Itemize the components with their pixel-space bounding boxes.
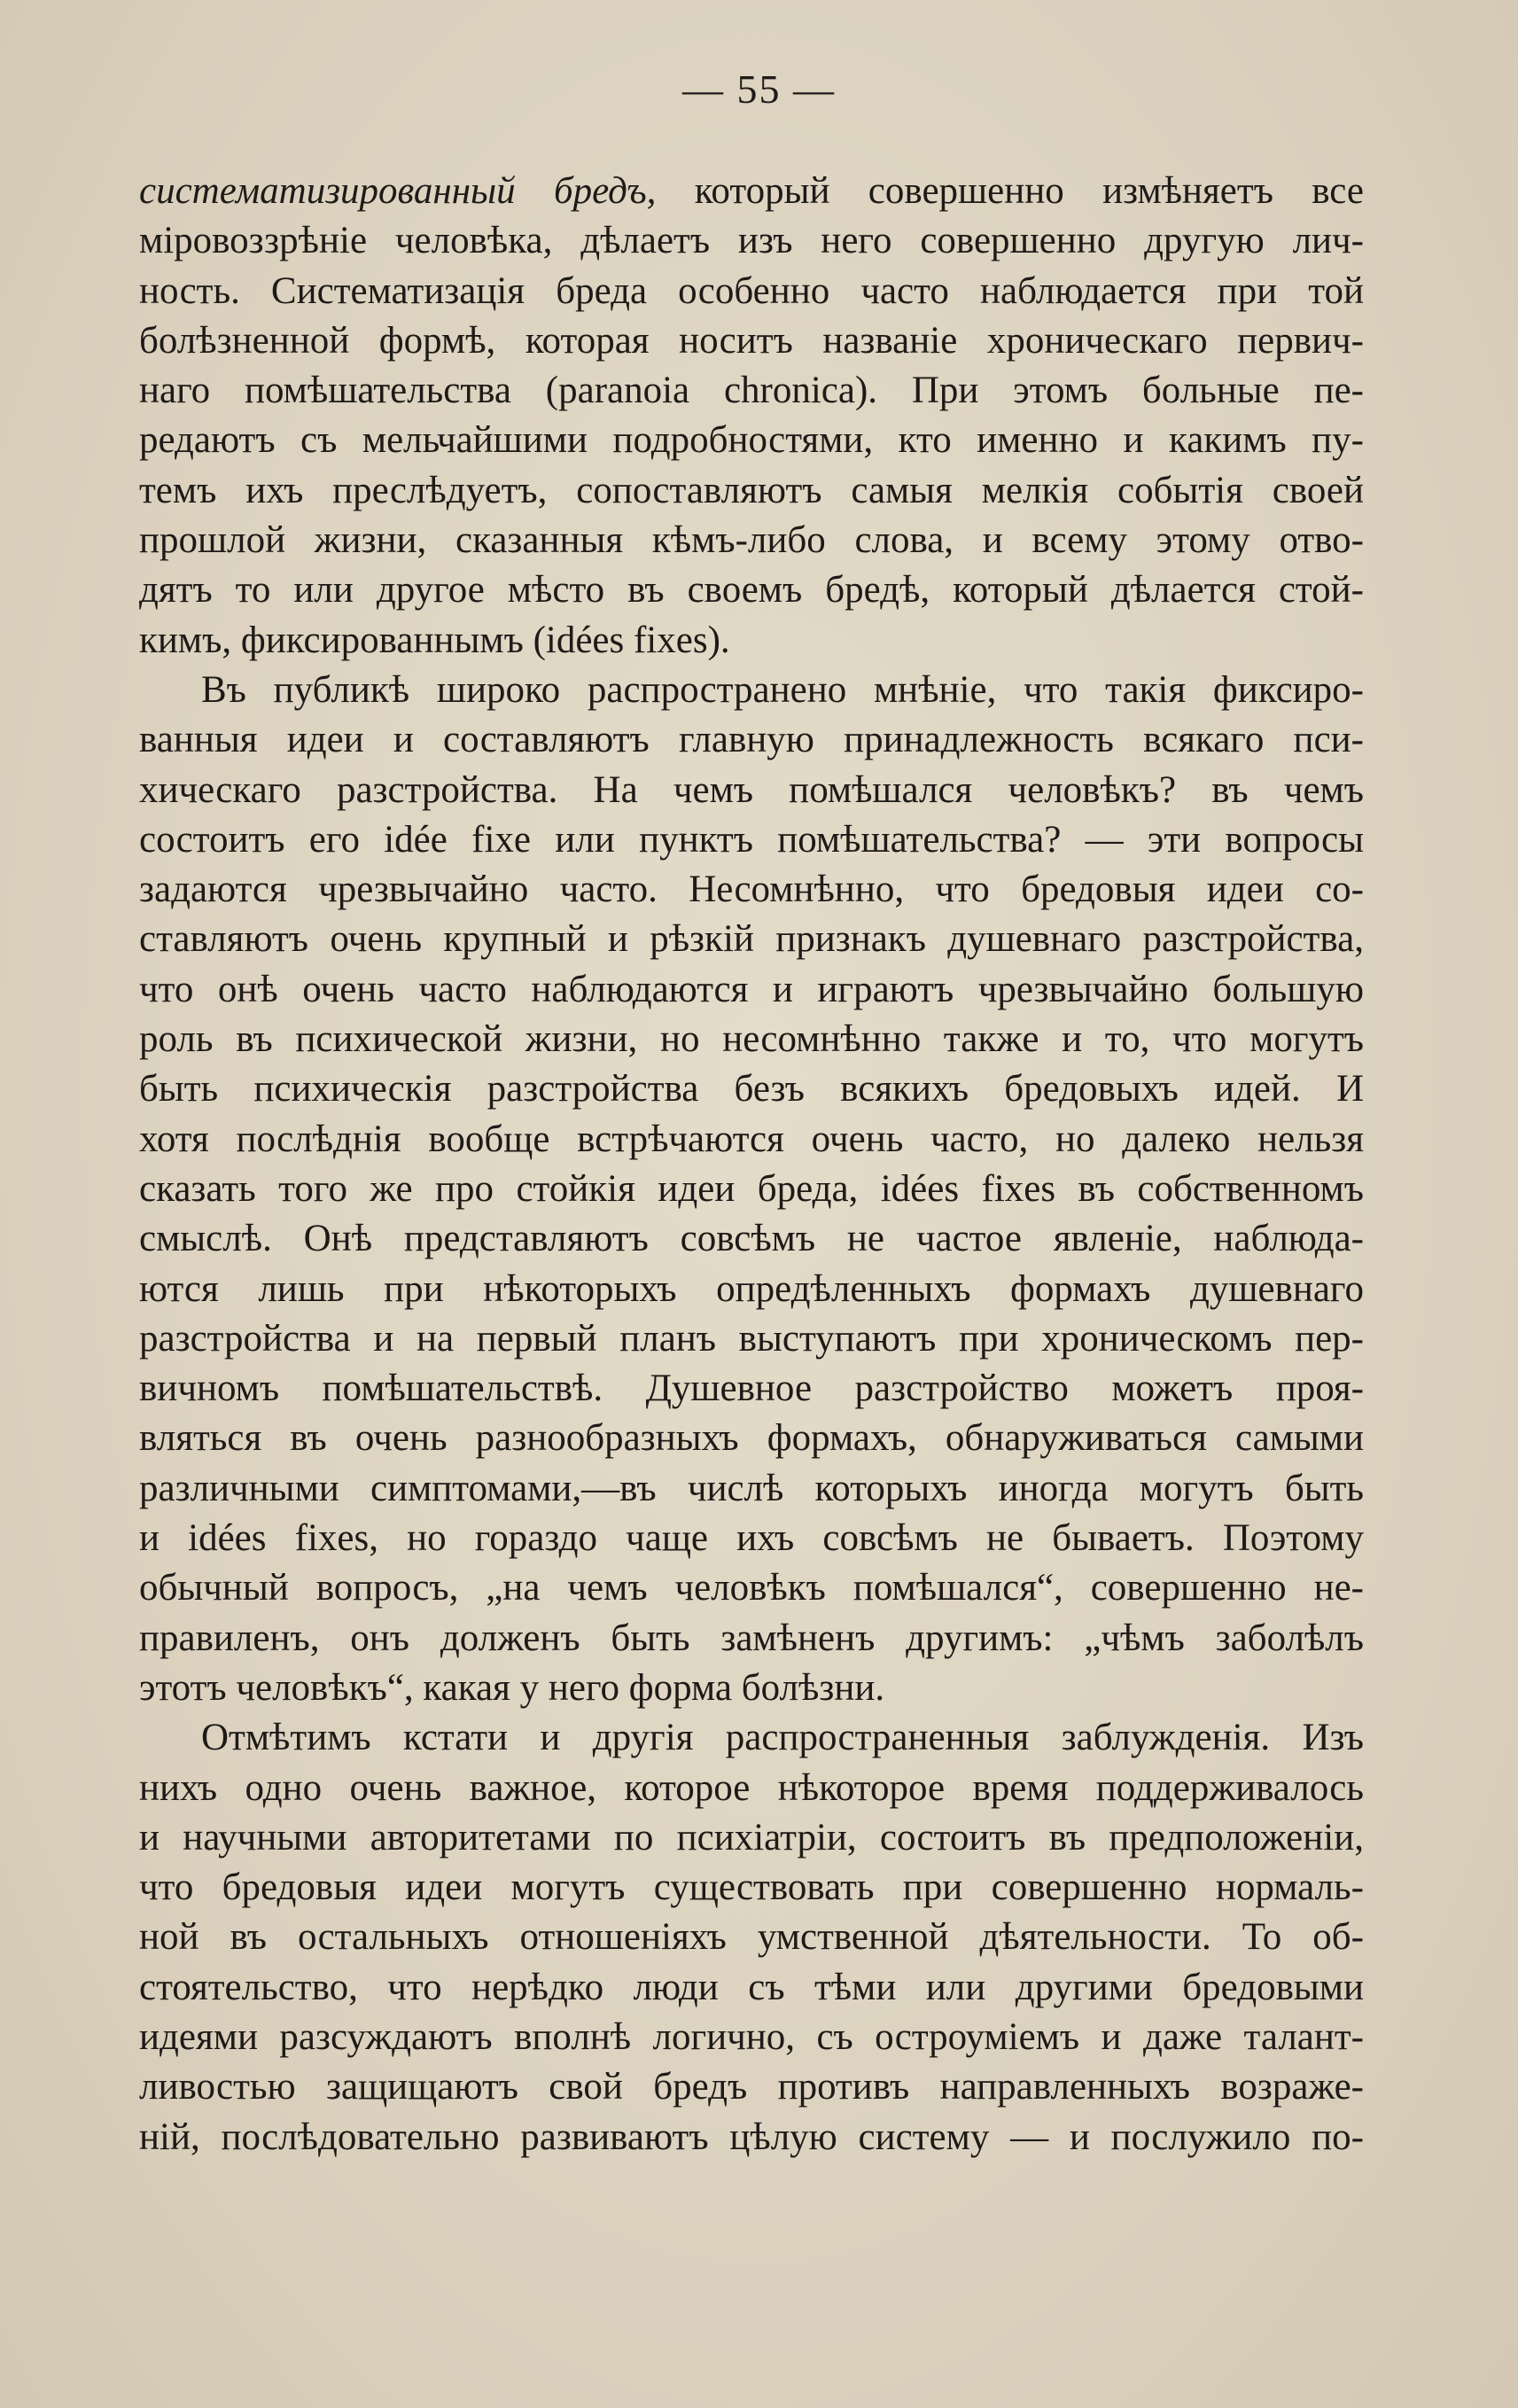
text-line xyxy=(139,815,1364,865)
text-line xyxy=(139,1414,1364,1463)
text-line xyxy=(139,1015,1364,1064)
line-text: редаютъ съ мельчайшими подробностями, кто именно и какимъ пу- xyxy=(139,419,1364,462)
text-line xyxy=(139,216,1364,266)
line-text: этотъ человѣкъ“, какая у него форма болѣзни. xyxy=(139,1666,885,1709)
line-text: ной въ остальныхъ отношеніяхъ умственной дѣятельности. То об- xyxy=(139,1916,1364,1959)
text-line xyxy=(139,1713,1364,1763)
line-text: ются лишь при нѣкоторыхъ опредѣленныхъ формахъ душевнаго xyxy=(139,1267,1364,1310)
text-line xyxy=(139,1364,1364,1414)
text-line xyxy=(139,1314,1364,1364)
text-line xyxy=(139,915,1364,964)
line-text: что бредовыя идеи могутъ существовать при совершенно нормаль- xyxy=(139,1866,1364,1909)
text-line xyxy=(139,1214,1364,1264)
text-line xyxy=(139,1165,1364,1214)
text-line xyxy=(139,466,1364,516)
line-text: и idées fixes, но гораздо чаще ихъ совсѣмъ не бываетъ. Поэтому xyxy=(139,1517,1364,1560)
line-text: различными симптомами,—въ числѣ которыхъ иногда могутъ быть xyxy=(139,1467,1364,1509)
text-line xyxy=(139,167,1364,216)
line-text: прошлой жизни, сказанныя кѣмъ-либо слова, и всему этому отво- xyxy=(139,519,1364,562)
text-line xyxy=(139,267,1364,316)
line-text: Отмѣтимъ кстати и другія распространенныя заблужденія. Изъ xyxy=(201,1717,1364,1759)
line-text: ній, послѣдовательно развиваютъ цѣлую систему — и послужило по- xyxy=(139,2116,1364,2158)
line-text: идеями разсуждаютъ вполнѣ логично, съ остроуміемъ и даже талант- xyxy=(139,2015,1364,2058)
line-text: стоятельство, что нерѣдко люди съ тѣми или другими бредовыми xyxy=(139,1966,1364,2008)
text-line xyxy=(139,1963,1364,2013)
text-line xyxy=(139,366,1364,416)
line-text: и научными авторитетами по психіатріи, состоитъ въ предположеніи, xyxy=(139,1816,1364,1859)
line-text: роль въ психической жизни, но несомнѣнно также и то, что могутъ xyxy=(139,1018,1364,1061)
text-line xyxy=(139,2113,1364,2163)
line-text: сказать того же про стойкія идеи бреда, idées fixes въ собственномъ xyxy=(139,1167,1364,1210)
text-line xyxy=(139,766,1364,815)
text-line xyxy=(139,1514,1364,1563)
page-number: — 55 — xyxy=(682,66,836,112)
text-line xyxy=(139,316,1364,366)
line-text: разстройства и на первый планъ выступаютъ при хроническомъ пер- xyxy=(139,1317,1364,1360)
line-text: задаются чрезвычайно часто. Несомнѣнно, что бредовыя идеи со- xyxy=(139,869,1364,911)
paragraph xyxy=(139,167,1364,666)
line-text: ность. Систематизація бреда особенно часто наблюдается при той xyxy=(139,269,1364,312)
text-line xyxy=(139,1265,1364,1314)
paragraph xyxy=(139,666,1364,1713)
line-text: наго помѣшательства (paranoia chronica). При этомъ больные пе- xyxy=(139,370,1364,412)
line-text: вичномъ помѣшательствѣ. Душевное разстройство можетъ проя- xyxy=(139,1368,1364,1410)
line-text: быть психическія разстройства безъ всякихъ бредовыхъ идей. И xyxy=(139,1068,1364,1110)
line-text: дятъ то или другое мѣсто въ своемъ бредѣ, который дѣлается стой- xyxy=(139,569,1364,612)
text-line xyxy=(139,715,1364,765)
line-text: міровоззрѣніе человѣка, дѣлаетъ изъ него совершенно другую лич- xyxy=(139,220,1364,262)
line-text: который совершенно измѣняетъ все xyxy=(656,170,1364,212)
text-line xyxy=(139,1614,1364,1664)
paragraph xyxy=(139,1713,1364,2163)
text-line xyxy=(139,1764,1364,1813)
text-line xyxy=(139,2013,1364,2062)
text-line xyxy=(139,865,1364,915)
body-text xyxy=(139,167,1364,2163)
line-text: вляться въ очень разнообразныхъ формахъ, обнаруживаться самыми xyxy=(139,1417,1364,1460)
line-text: болѣзненной формѣ, которая носитъ названіе хроническаго первич- xyxy=(139,319,1364,362)
line-text: темъ ихъ преслѣдуетъ, сопоставляютъ самыя мелкія событія своей xyxy=(139,469,1364,511)
text-line xyxy=(139,1115,1364,1165)
text-line xyxy=(139,1813,1364,1863)
line-text: нихъ одно очень важное, которое нѣкоторое время поддерживалось xyxy=(139,1766,1364,1809)
text-line xyxy=(139,1664,1364,1713)
line-text: правиленъ, онъ долженъ быть замѣненъ другимъ: „чѣмъ заболѣлъ xyxy=(139,1617,1364,1659)
text-line xyxy=(139,1064,1364,1114)
line-text: состоитъ его idée fixe или пунктъ помѣшательства? — эти вопросы xyxy=(139,818,1364,861)
text-line xyxy=(139,616,1364,666)
line-text: Въ публикѣ широко распространено мнѣніе, что такія фиксиро- xyxy=(201,668,1364,711)
text-line xyxy=(139,666,1364,715)
text-line xyxy=(139,1863,1364,1913)
text-line xyxy=(139,516,1364,565)
line-text: ставляютъ очень крупный и рѣзкій признакъ душевнаго разстройства, xyxy=(139,918,1364,961)
text-line xyxy=(139,416,1364,465)
text-line xyxy=(139,965,1364,1015)
text-line xyxy=(139,565,1364,615)
text-line xyxy=(139,1563,1364,1613)
line-text: хическаго разстройства. На чемъ помѣшался человѣкъ? въ чемъ xyxy=(139,768,1364,811)
line-text: ванныя идеи и составляютъ главную принадлежность всякаго пси- xyxy=(139,719,1364,761)
text-line xyxy=(139,1464,1364,1514)
line-text: обычный вопросъ, „на чемъ человѣкъ помѣшался“, совершенно не- xyxy=(139,1567,1364,1609)
text-line xyxy=(139,2062,1364,2112)
line-text: хотя послѣднія вообще встрѣчаются очень часто, но далеко нельзя xyxy=(139,1118,1364,1160)
line-text: кимъ, фиксированнымъ (idées fixes). xyxy=(139,619,730,661)
line-text: ливостью защищаютъ свой бредъ противъ направленныхъ возраже- xyxy=(139,2066,1364,2108)
italic-term: систематизированный бредъ, xyxy=(139,170,657,212)
line-text: что онѣ очень часто наблюдаются и играютъ чрезвычайно большую xyxy=(139,968,1364,1010)
text-line xyxy=(139,1913,1364,1962)
line-text: смыслѣ. Онѣ представляютъ совсѣмъ не частое явленіе, наблюда- xyxy=(139,1218,1364,1260)
